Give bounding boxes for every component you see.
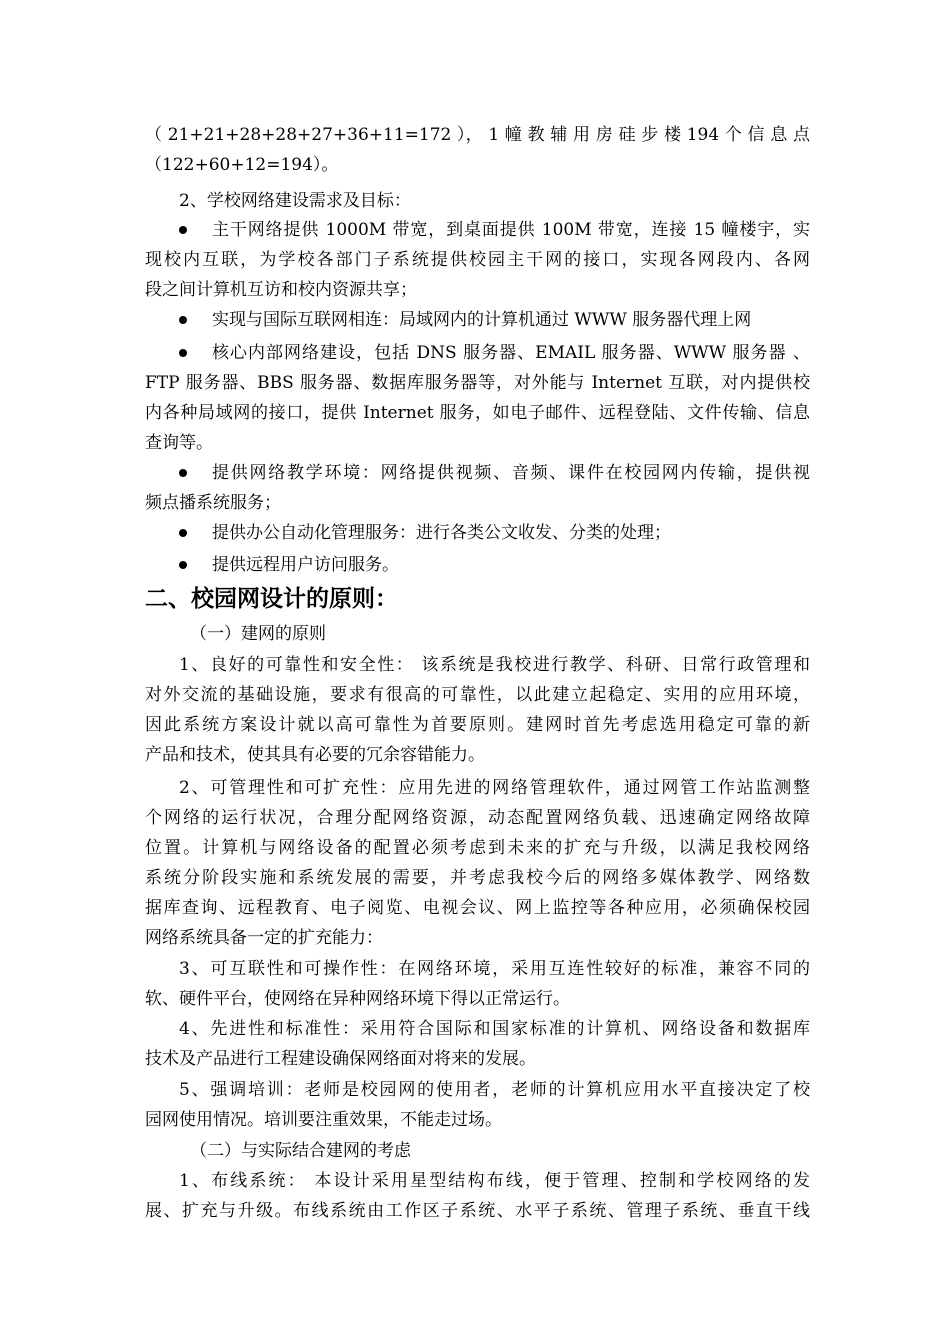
section-subtitle: 2、学校网络建设需求及目标： [179,191,411,211]
paragraph-line: 系统分阶段实施和系统发展的需要，并考虑我校今后的网络多媒体教学、网络数 [145,868,810,888]
paragraph-line: 位置。计算机与网络设备的配置必须考虑到未来的扩充与升级，以满足我校网络 [145,838,810,858]
paragraph-line: 5、强调培训：老师是校园网的使用者，老师的计算机应用水平直接决定了校 [179,1080,810,1100]
paragraph-line: 2、可管理性和可扩充性：应用先进的网络管理软件，通过网管工作站监测整 [179,778,810,798]
paragraph-line: （122+60+12=194）。 [145,155,339,175]
paragraph-line: 技术及产品进行工程建设确保网络面对将来的发展。 [145,1049,536,1069]
paragraph-line: 频点播系统服务； [145,493,281,513]
bullet-item-line: 提供网络教学环境：网络提供视频、音频、课件在校园网内传输，提供视 [212,463,810,483]
paragraph-line: 1、良好的可靠性和安全性： 该系统是我校进行教学、科研、日常行政管理和 [179,655,810,675]
paragraph-line: 个网络的运行状况，合理分配网络资源，动态配置网络负载、迅速确定网络故障 [145,808,810,828]
paragraph-line: 软、硬件平台，使网络在异种网络环境下得以正常运行。 [145,989,570,1009]
bullet-item-line: 主干网络提供 1000M 带宽，到桌面提供 100M 带宽，连接 15 幢楼宇，实 [212,220,810,240]
paragraph-line: 查询等。 [145,433,213,453]
subsection-title: （二）与实际结合建网的考虑 [190,1141,411,1161]
paragraph-line: 产品和技术，使其具有必要的冗余容错能力。 [145,745,485,765]
paragraph-line: 展、扩充与升级。布线系统由工作区子系统、水平子系统、管理子系统、垂直干线 [145,1201,810,1221]
bullet-icon [179,349,187,357]
paragraph-line: 网络系统具备一定的扩充能力： [145,928,383,948]
paragraph-line: 现校内互联，为学校各部门子系统提供校园主干网的接口，实现各网段内、各网 [145,250,810,270]
paragraph-line: 园网使用情况。培训要注重效果，不能走过场。 [145,1110,502,1130]
subsection-title: （一）建网的原则 [190,624,326,644]
bullet-item-line: 核心内部网络建设，包括 DNS 服务器、EMAIL 服务器、WWW 服务器 、 [212,343,810,363]
bullet-icon [179,226,187,234]
paragraph-line: 段之间计算机互访和校内资源共享； [145,280,417,300]
paragraph-line: 4、先进性和标准性：采用符合国际和国家标准的计算机、网络设备和数据库 [179,1019,810,1039]
section-heading: 二、校园网设计的原则： [145,586,398,612]
bullet-icon [179,529,187,537]
paragraph-line: 3、可互联性和可操作性：在网络环境，采用互连性较好的标准，兼容不同的 [179,959,810,979]
paragraph-line: 据库查询、远程教育、电子阅览、电视会议、网上监控等各种应用，必须确保校园 [145,898,810,918]
bullet-item-line: 提供远程用户访问服务。 [212,555,399,575]
bullet-item-line: 提供办公自动化管理服务：进行各类公文收发、分类的处理； [212,523,671,543]
bullet-icon [179,561,187,569]
paragraph-line: 1、布线系统： 本设计采用星型结构布线，便于管理、控制和学校网络的发 [179,1171,810,1191]
paragraph-line: 因此系统方案设计就以高可靠性为首要原则。建网时首先考虑选用稳定可靠的新 [145,715,810,735]
bullet-icon [179,316,187,324]
bullet-item-line: 实现与国际互联网相连：局域网内的计算机通过 WWW 服务器代理上网 [212,310,752,330]
paragraph-line: 内各种局域网的接口，提供 Internet 服务，如电子邮件、远程登陆、文件传输、信息 [145,403,810,423]
paragraph-line: FTP 服务器、BBS 服务器、数据库服务器等，对外能与 Internet 互联，对内提供校 [145,373,810,393]
paragraph-line: （ 21+21+28+28+27+36+11=172 ）， 1 幢 教 辅 用 房 硅 步 楼 194 个 信 息 点 [145,125,810,145]
bullet-icon [179,469,187,477]
paragraph-line: 对外交流的基础设施，要求有很高的可靠性，以此建立起稳定、实用的应用环境， [145,685,810,705]
